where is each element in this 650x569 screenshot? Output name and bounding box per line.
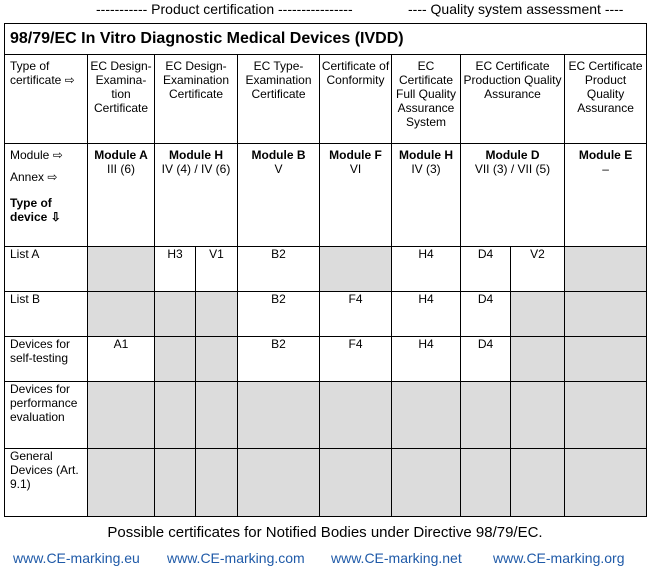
certificate-cell — [565, 247, 647, 292]
certificate-cell — [392, 449, 461, 517]
device-row — [5, 292, 647, 337]
module-name: Module F — [329, 148, 382, 162]
certificate-cell: F4 — [320, 292, 392, 337]
certificate-cell — [511, 449, 565, 517]
certificate-cell: D4 — [461, 292, 511, 337]
device-row — [5, 247, 647, 292]
module-name: Module A — [94, 148, 148, 162]
certificate-cell — [565, 449, 647, 517]
cert-name-module-f: Certificate of Conformity — [320, 55, 392, 144]
link-ce-marking-com[interactable]: www.CE-marking.com — [167, 550, 305, 566]
annex-value: III (6) — [106, 162, 135, 176]
certificate-cell — [155, 449, 196, 517]
module-annex-row — [5, 144, 647, 247]
annex-value: – — [602, 162, 609, 176]
certificate-cell — [88, 382, 155, 449]
module-name: Module H — [399, 148, 453, 162]
certificate-cell — [320, 247, 392, 292]
module-h-design-cell — [155, 144, 238, 247]
device-type-label: General Devices (Art. 9.1) — [5, 449, 88, 517]
website-links — [0, 549, 650, 567]
annex-value: V — [274, 162, 283, 176]
link-ce-marking-eu[interactable]: www.CE-marking.eu — [13, 550, 140, 566]
certificate-cell — [88, 247, 155, 292]
type-of-certificate-label: Type of certificate ⇨ — [5, 55, 88, 144]
table-title: 98/79/EC In Vitro Diagnostic Medical Devices (IVDD) — [5, 24, 647, 55]
device-rows — [5, 247, 647, 517]
device-row — [5, 449, 647, 517]
certificate-cell: H4 — [392, 292, 461, 337]
certificate-cell: B2 — [238, 292, 320, 337]
certificate-cell — [196, 337, 238, 382]
cert-name-module-b: EC Type-Examination Certificate — [238, 55, 320, 144]
certificate-cell — [88, 449, 155, 517]
device-type-label: List B — [5, 292, 88, 337]
annex-value: VII (3) / VII (5) — [474, 162, 551, 176]
cert-name-module-e: EC Certificate Product Quality Assurance — [565, 55, 647, 144]
certificate-type-row — [5, 55, 647, 144]
annex-value: VI — [349, 162, 362, 176]
module-d-cell — [461, 144, 565, 247]
device-type-label: List A — [5, 247, 88, 292]
certificate-cell — [320, 449, 392, 517]
certificate-cell: B2 — [238, 337, 320, 382]
certificate-cell: V1 — [196, 247, 238, 292]
cert-name-module-h-design: EC Design-Examination Certificate — [155, 55, 238, 144]
certificate-cell — [196, 292, 238, 337]
certificate-cell: V2 — [511, 247, 565, 292]
certificate-cell — [565, 382, 647, 449]
module-f-cell — [320, 144, 392, 247]
module-name: Module H — [169, 148, 223, 162]
certificate-cell: H4 — [392, 337, 461, 382]
certificate-cell: F4 — [320, 337, 392, 382]
module-name: Module E — [578, 148, 633, 162]
module-label: Module ⇨ — [10, 148, 63, 162]
certificate-cell — [392, 382, 461, 449]
module-name: Module B — [251, 148, 306, 162]
table-caption: Possible certificates for Notified Bodies under Directive 98/79/EC. — [107, 524, 543, 541]
certificate-cell — [155, 292, 196, 337]
module-h-full-qa-cell — [392, 144, 461, 247]
module-annex-labels — [5, 144, 88, 247]
certificate-cell: A1 — [88, 337, 155, 382]
module-b-cell — [238, 144, 320, 247]
certificate-cell — [511, 382, 565, 449]
certificate-cell — [461, 382, 511, 449]
certificate-cell — [238, 449, 320, 517]
certificate-cell — [196, 449, 238, 517]
certificate-cell — [511, 292, 565, 337]
certificate-cell: D4 — [461, 337, 511, 382]
link-ce-marking-net[interactable]: www.CE-marking.net — [331, 550, 462, 566]
certificate-cell — [196, 382, 238, 449]
certificate-cell — [155, 337, 196, 382]
module-a-cell — [88, 144, 155, 247]
certificate-cell: H3 — [155, 247, 196, 292]
certificate-cell — [565, 292, 647, 337]
quality-system-assessment-label: ---- Quality system assessment ---- — [408, 1, 624, 17]
certificate-cell — [238, 382, 320, 449]
cert-name-module-d: EC Certificate Production Quality Assurance — [461, 55, 565, 144]
top-header-labels — [0, 0, 650, 20]
module-e-cell — [565, 144, 647, 247]
certificate-cell — [320, 382, 392, 449]
link-ce-marking-org[interactable]: www.CE-marking.org — [493, 550, 625, 566]
module-name: Module D — [485, 148, 540, 162]
product-certification-label: ----------- Product certification ---------------- — [96, 1, 353, 17]
certificate-cell: B2 — [238, 247, 320, 292]
cert-name-module-a: EC Design-Examina-tion Certificate — [88, 55, 155, 144]
annex-value: IV (3) — [411, 162, 441, 176]
certificate-cell — [88, 292, 155, 337]
annex-label: Annex ⇨ — [10, 170, 58, 184]
annex-value: IV (4) / IV (6) — [161, 162, 231, 176]
type-of-device-label: Type of device ⇩ — [10, 196, 61, 224]
device-type-label: Devices for self-testing — [5, 337, 88, 382]
certificate-cell — [155, 382, 196, 449]
certificate-cell: H4 — [392, 247, 461, 292]
device-row — [5, 337, 647, 382]
ivdd-certificate-table — [4, 23, 647, 517]
certificate-cell: D4 — [461, 247, 511, 292]
cert-name-module-h-full-qa: EC Certificate Full Quality Assurance System — [392, 55, 461, 144]
certificate-cell — [511, 337, 565, 382]
device-row — [5, 382, 647, 449]
certificate-cell — [565, 337, 647, 382]
device-type-label: Devices for performance evaluation — [5, 382, 88, 449]
certificate-cell — [461, 449, 511, 517]
